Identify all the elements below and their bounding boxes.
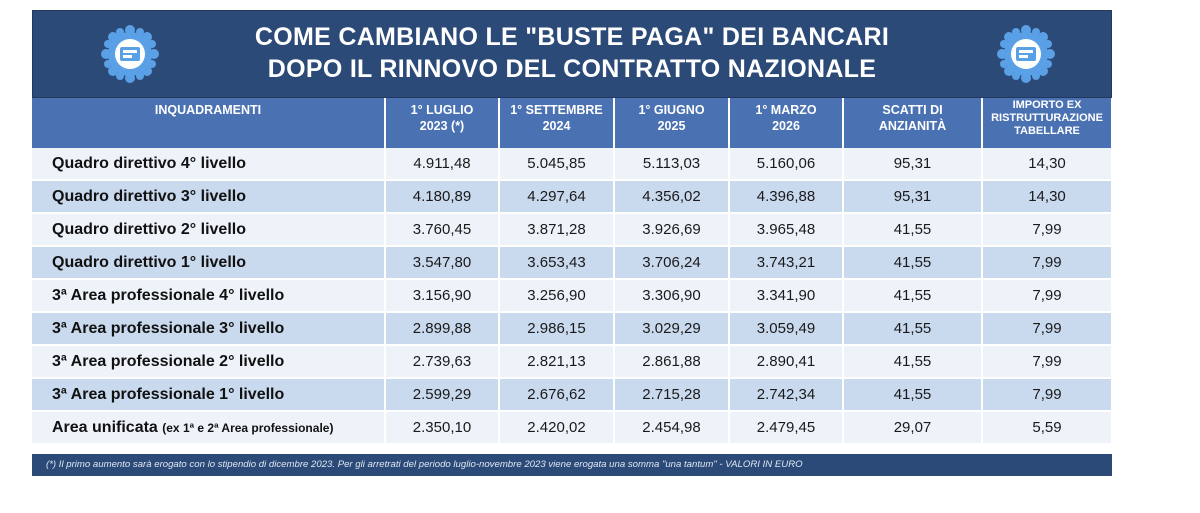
table-cell: 3.965,48 xyxy=(729,213,843,246)
table-cell: 3.743,21 xyxy=(729,246,843,279)
table-cell: 7,99 xyxy=(982,279,1112,312)
table-cell: 2.821,13 xyxy=(499,345,614,378)
column-header xyxy=(982,98,1112,148)
table-row xyxy=(32,345,1112,378)
row-label-text: Quadro direttivo 1° livello xyxy=(52,253,246,271)
table-cell: 5,59 xyxy=(982,411,1112,444)
footnote: (*) Il primo aumento sarà erogato con lo stipendio di dicembre 2023. Per gli arretrati del periodo luglio-novembre 2023 viene erogata una somma "una tantum" - VALORI IN EURO xyxy=(32,454,1112,476)
table-cell: 7,99 xyxy=(982,246,1112,279)
column-header-line: 2026 xyxy=(772,119,800,133)
table-cell: 2.479,45 xyxy=(729,411,843,444)
table-cell: 3.926,69 xyxy=(614,213,729,246)
row-label xyxy=(32,148,385,180)
row-label xyxy=(32,279,385,312)
column-header-line: RISTRUTTURAZIONE xyxy=(991,112,1103,124)
column-header-line: 2023 (*) xyxy=(419,119,465,133)
table-row xyxy=(32,312,1112,345)
table-cell: 2.350,10 xyxy=(385,411,499,444)
row-label xyxy=(32,411,385,444)
table-cell: 2.861,88 xyxy=(614,345,729,378)
row-label-text: Quadro direttivo 2° livello xyxy=(52,220,246,238)
row-label-text: Quadro direttivo 3° livello xyxy=(52,187,246,205)
table-cell: 4.356,02 xyxy=(614,180,729,213)
table-cell: 2.715,28 xyxy=(614,378,729,411)
union-logo-icon xyxy=(99,23,161,85)
row-label xyxy=(32,345,385,378)
table-cell: 5.160,06 xyxy=(729,148,843,180)
column-header-line: ANZIANITÀ xyxy=(878,119,947,133)
row-label xyxy=(32,312,385,345)
table-cell: 95,31 xyxy=(843,180,982,213)
row-label-text: 3ª Area professionale 1° livello xyxy=(52,385,285,403)
row-label xyxy=(32,213,385,246)
table-cell: 3.706,24 xyxy=(614,246,729,279)
table-cell: 2.676,62 xyxy=(499,378,614,411)
table-cell: 2.739,63 xyxy=(385,345,499,378)
column-header-line: 1° MARZO xyxy=(755,103,817,117)
column-header xyxy=(499,98,614,148)
table-cell: 3.156,90 xyxy=(385,279,499,312)
table-row xyxy=(32,279,1112,312)
column-header xyxy=(614,98,729,148)
title-line-2: DOPO IL RINNOVO DEL CONTRATTO NAZIONALE xyxy=(267,55,877,83)
salary-table-card xyxy=(32,10,1112,476)
column-header xyxy=(843,98,982,148)
table-cell: 3.341,90 xyxy=(729,279,843,312)
table-cell: 3.547,80 xyxy=(385,246,499,279)
table-cell: 2.742,34 xyxy=(729,378,843,411)
table-cell: 7,99 xyxy=(982,345,1112,378)
table-cell: 14,30 xyxy=(982,148,1112,180)
table-cell: 7,99 xyxy=(982,312,1112,345)
table-cell: 41,55 xyxy=(843,213,982,246)
table-cell: 4.396,88 xyxy=(729,180,843,213)
table-cell: 7,99 xyxy=(982,378,1112,411)
column-header-line: IMPORTO EX xyxy=(1012,99,1082,111)
row-label xyxy=(32,378,385,411)
table-cell: 2.986,15 xyxy=(499,312,614,345)
title-banner xyxy=(32,10,1112,98)
page-title xyxy=(153,21,991,85)
table-cell: 4.297,64 xyxy=(499,180,614,213)
table-cell: 2.899,88 xyxy=(385,312,499,345)
row-label-text: 3ª Area professionale 3° livello xyxy=(52,319,285,337)
table-cell: 14,30 xyxy=(982,180,1112,213)
table-cell: 3.059,49 xyxy=(729,312,843,345)
table-cell: 41,55 xyxy=(843,312,982,345)
row-label-note: (ex 1ª e 2ª Area professionale) xyxy=(162,420,334,435)
title-line-1: COME CAMBIANO LE "BUSTE PAGA" DEI BANCARI xyxy=(254,23,890,51)
table-body xyxy=(32,148,1112,444)
table-cell: 2.890,41 xyxy=(729,345,843,378)
column-header-line: 1° SETTEMBRE xyxy=(510,103,603,117)
table-row xyxy=(32,246,1112,279)
table-cell: 3.029,29 xyxy=(614,312,729,345)
union-logo-icon xyxy=(995,23,1057,85)
column-header-line: 1° GIUGNO xyxy=(638,103,705,117)
column-header-line: 1° LUGLIO xyxy=(410,103,474,117)
table-cell: 3.760,45 xyxy=(385,213,499,246)
table-cell: 41,55 xyxy=(843,345,982,378)
table-cell: 4.180,89 xyxy=(385,180,499,213)
table-cell: 3.256,90 xyxy=(499,279,614,312)
column-header-line: INQUADRAMENTI xyxy=(154,103,262,117)
table-cell: 41,55 xyxy=(843,279,982,312)
column-header-line: 2024 xyxy=(542,119,571,133)
column-header xyxy=(385,98,499,148)
table-row xyxy=(32,378,1112,411)
table-cell: 29,07 xyxy=(843,411,982,444)
table-cell: 3.871,28 xyxy=(499,213,614,246)
table-cell: 3.306,90 xyxy=(614,279,729,312)
table-cell: 7,99 xyxy=(982,213,1112,246)
table-cell: 95,31 xyxy=(843,148,982,180)
table-cell: 3.653,43 xyxy=(499,246,614,279)
table-row xyxy=(32,180,1112,213)
table-row xyxy=(32,148,1112,180)
table-cell: 2.420,02 xyxy=(499,411,614,444)
table-cell: 4.911,48 xyxy=(385,148,499,180)
table-cell: 2.454,98 xyxy=(614,411,729,444)
column-header xyxy=(729,98,843,148)
row-label-text: Area unificata xyxy=(52,418,158,436)
table-cell: 2.599,29 xyxy=(385,378,499,411)
column-header-line: SCATTI DI xyxy=(882,103,943,117)
table-row xyxy=(32,213,1112,246)
table-cell: 41,55 xyxy=(843,378,982,411)
table-header-row xyxy=(32,98,1112,148)
table-cell: 5.113,03 xyxy=(614,148,729,180)
row-label-text: 3ª Area professionale 2° livello xyxy=(52,352,285,370)
table-row xyxy=(32,411,1112,444)
table-cell: 5.045,85 xyxy=(499,148,614,180)
salary-table xyxy=(32,98,1113,445)
row-label-text: Quadro direttivo 4° livello xyxy=(52,154,246,172)
table-cell: 41,55 xyxy=(843,246,982,279)
row-label xyxy=(32,180,385,213)
column-header-line: 2025 xyxy=(657,119,686,133)
row-label xyxy=(32,246,385,279)
column-header-line: TABELLARE xyxy=(1014,125,1080,137)
row-label-text: 3ª Area professionale 4° livello xyxy=(52,286,285,304)
column-header xyxy=(32,98,385,148)
